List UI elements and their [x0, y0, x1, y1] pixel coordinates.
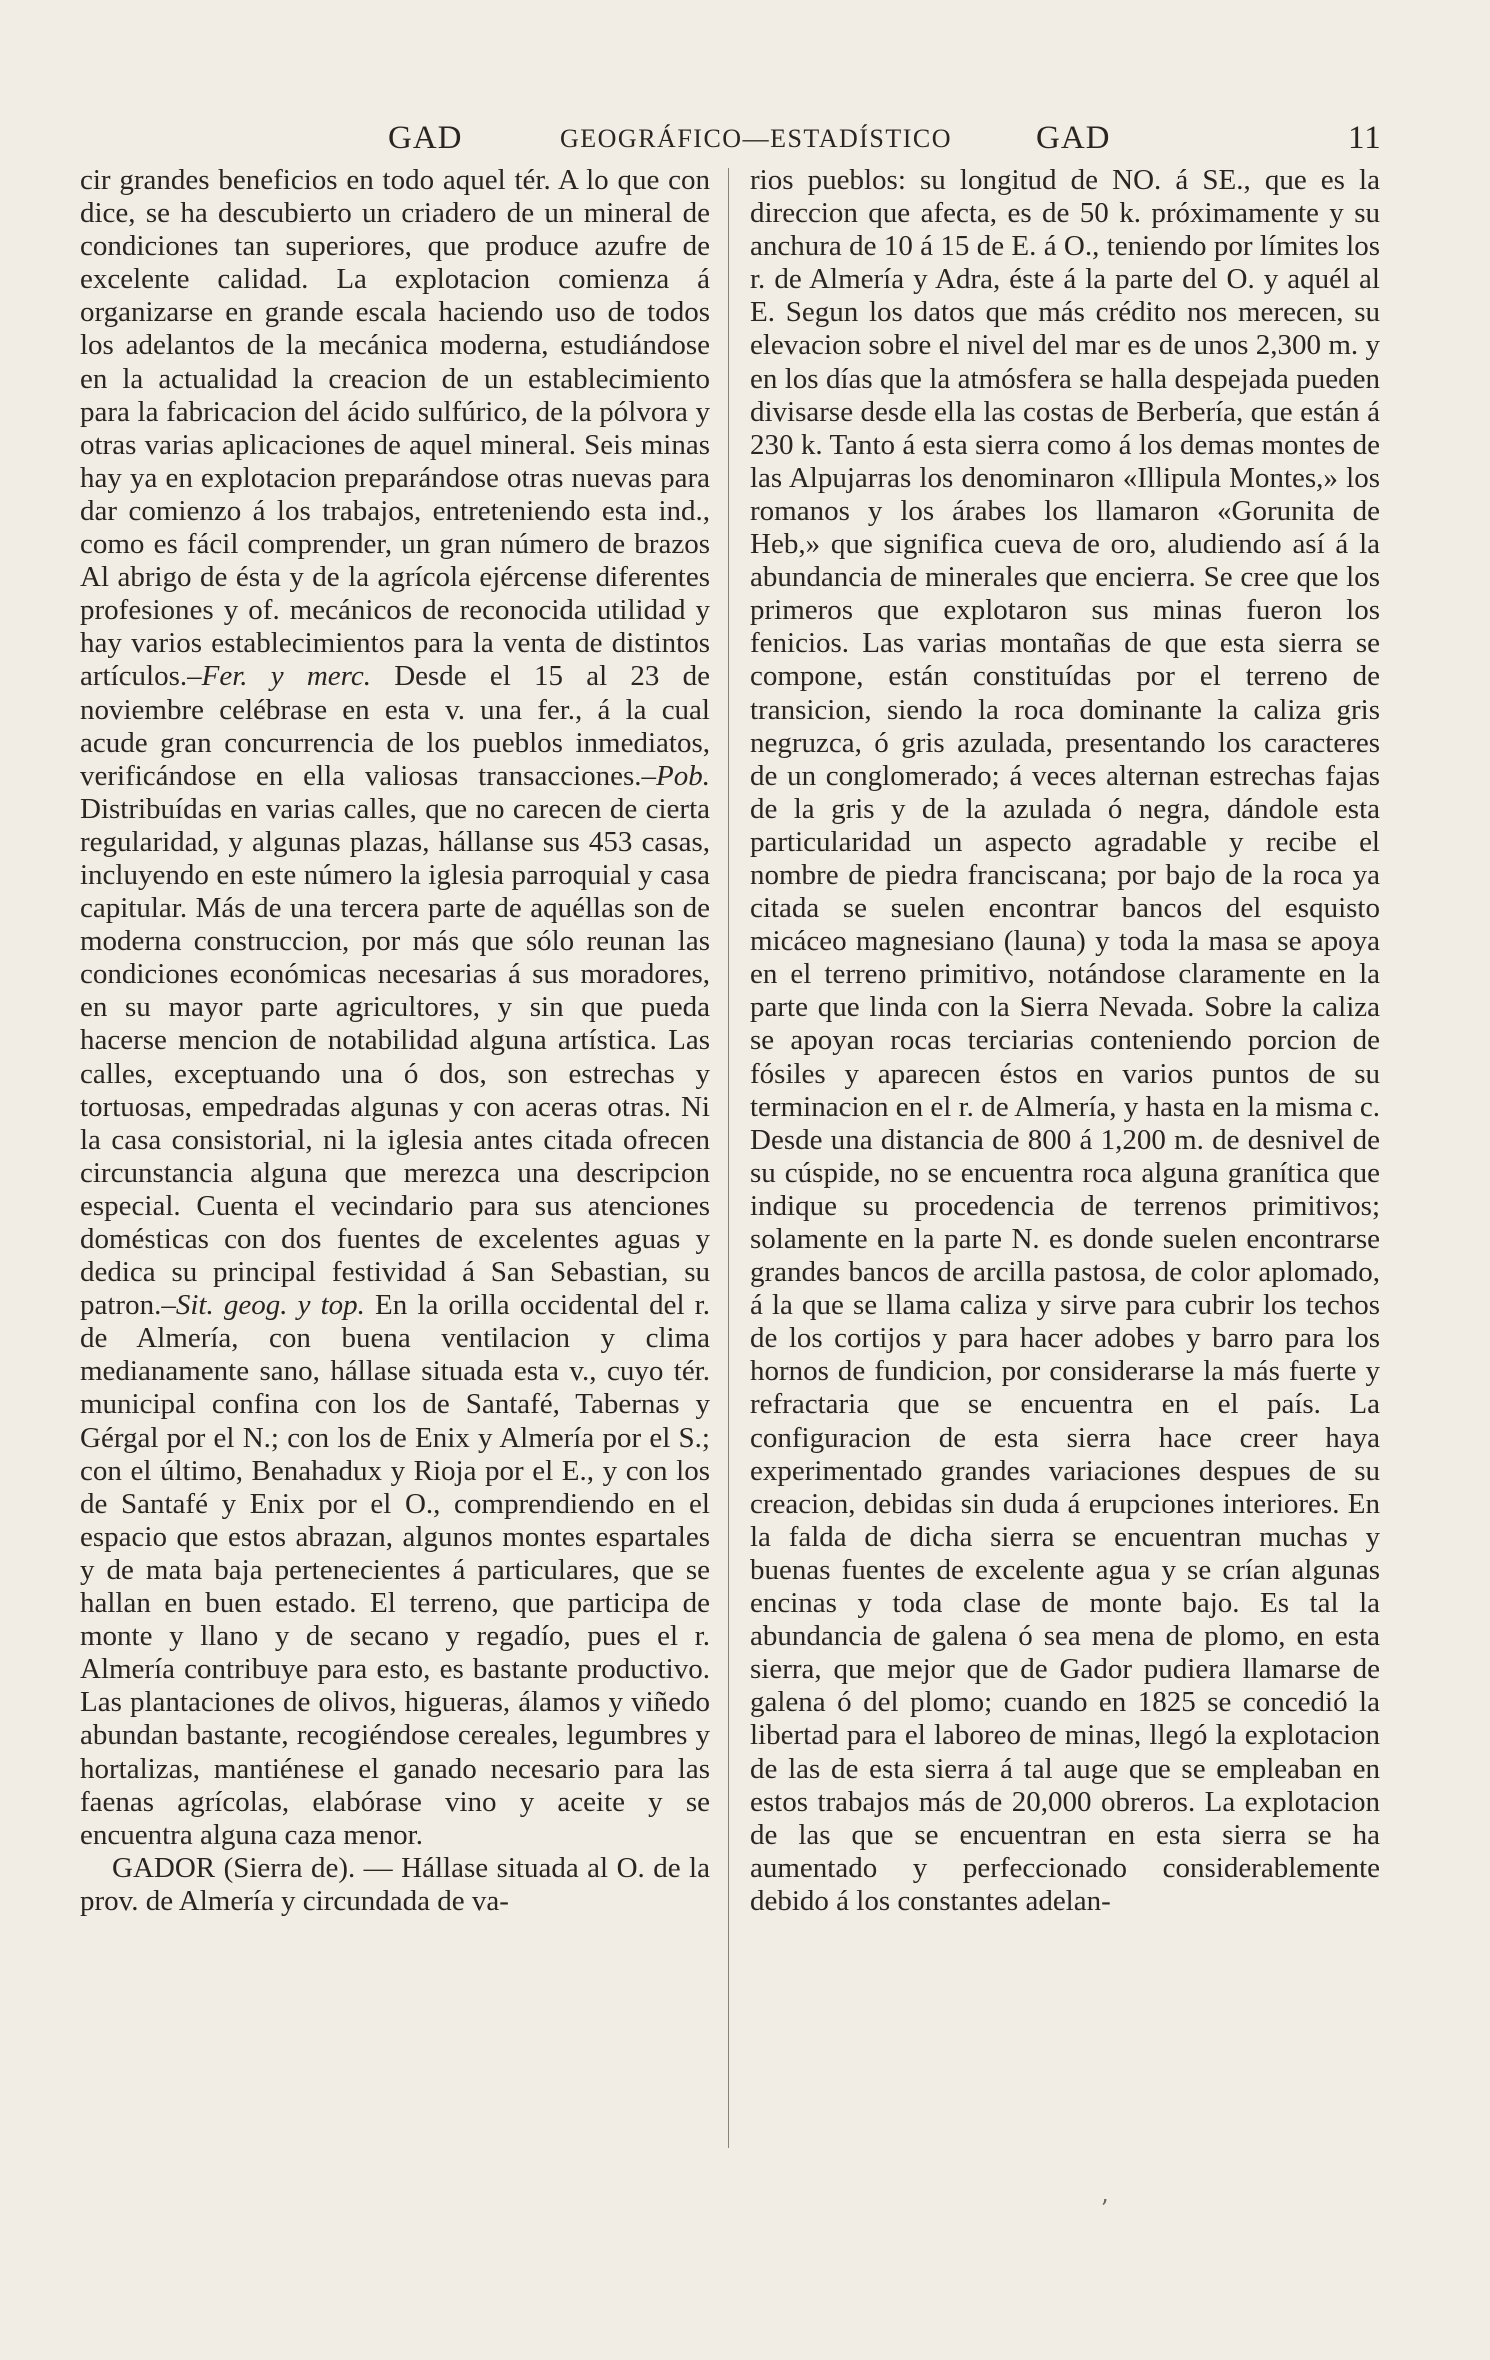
left-paragraph-gador: GADOR (Sierra de). — Hállase situada al O. de la prov. de Almería y circundada de va-	[80, 1851, 710, 1917]
left-italic-fer-merc: Fer. y merc.	[201, 660, 371, 693]
left-italic-pob: Pob.	[656, 759, 710, 792]
right-column	[750, 164, 1380, 1918]
left-text-b: Desde el 15 al 23 de noviembre celébrase en esta v. una fer., á la cual acude gran concurrencia de los pueblos inmediatos, verificándose en ella valiosas transacciones.–	[80, 660, 710, 792]
left-column	[80, 164, 710, 1918]
left-text-d: En la orilla occidental del r. de Almería, con buena ventilacion y clima medianamente sano, hállase situada esta v., cuyo tér. municipal confina con los de Santafé, Tabernas y Gérgal por el N.; con los de Enix y Almería por el S.; con el último, Benahadux y Rioja por el E., y con los de Santafé y Enix por el O., comprendiendo en el espacio que estos abrazan, algunos montes espartales y de mata baja pertenecientes á particulares, que se hallan en buen estado. El terreno, que participa de monte y llano y de secano y regadío, pues el r. Almería contribuye para esto, es bastante productivo. Las plantaciones de olivos, higueras, álamos y viñedo abundan bastante, recogiéndose cereales, legumbres y hortalizas, mantiénese el ganado necesario para las faenas agrícolas, elabórase vino y aceite y se encuentra alguna caza menor.	[80, 1289, 710, 1851]
header-left-word: GAD	[388, 120, 463, 156]
left-italic-sit-geog: Sit. geog. y top.	[175, 1289, 365, 1322]
page-number: 11	[1348, 120, 1382, 156]
left-text-a: cir grandes beneficios en todo aquel tér. A lo que con dice, se ha descubierto un criadero de un mineral de condiciones tan superiores, que produce azufre de excelente calidad. La explotacion comienza á organizarse en grande escala haciendo uso de todos los adelantos de la mecánica moderna, estudiándose en la actualidad la creacion de un establecimiento para la fabricacion del ácido sulfúrico, de la pólvora y otras varias aplicaciones de aquel mineral. Seis minas hay ya en explotacion preparándose otras nuevas para dar comienzo á los trabajos, entreteniendo esta ind., como es fácil comprender, un gran número de brazos Al abrigo de ésta y de la agrícola ejércense diferentes profesiones y of. mecánicos de reconocida utilidad y hay varios establecimientos para la venta de distintos artículos.–	[80, 164, 710, 693]
footer-mark: ʼ	[1100, 2195, 1108, 2223]
header-center-title: GEOGRÁFICO—ESTADÍSTICO	[560, 124, 953, 153]
left-paragraph-1	[80, 164, 710, 1852]
right-paragraph-1: rios pueblos: su longitud de NO. á SE., que es la direccion que afecta, es de 50 k. próximamente y su anchura de 10 á 15 de E. á O., teniendo por límites los r. de Almería y Adra, éste á la parte del O. y aquél al E. Segun los datos que más crédito nos merecen, su elevacion sobre el nivel del mar es de unos 2,300 m. y en los días que la atmósfera se halla despejada pueden divisarse desde ella las costas de Berbería, que están á 230 k. Tanto á esta sierra como á los demas montes de las Alpujarras los denominaron «Illipula Montes,» los romanos y los árabes los llamaron «Gorunita de Heb,» que significa cueva de oro, aludiendo así á la abundancia de minerales que encierra. Se cree que los primeros que explotaron sus minas fueron los fenicios. Las varias montañas de que esta sierra se compone, están constituídas por el terreno de transicion, siendo la roca dominante la caliza gris negruzca, ó gris azulada, presentando los caracteres de un conglomerado; á veces alternan estrechas fajas de la gris y de la azulada ó negra, dándole esta particularidad un aspecto agradable y recibe el nombre de piedra franciscana; por bajo de la roca ya citada se suelen encontrar bancos del esquisto micáceo magnesiano (launa) y toda la masa se apoya en el terreno primitivo, notándose claramente en la parte que linda con la Sierra Nevada. Sobre la caliza se apoyan rocas terciarias conteniendo porcion de fósiles y aparecen éstos en varios puntos de su terminacion en el r. de Almería, y hasta en la misma c. Desde una distancia de 800 á 1,200 m. de desnivel de su cúspide, no se encuentra roca alguna granítica que indique su procedencia de terrenos primitivos; solamente en la parte N. es donde suelen encontrarse grandes bancos de arcilla pastosa, de color aplomado, á la que se llama caliza y sirve para cubrir los techos de los cortijos y para hacer adobes y barro para los hornos de fundicion, por considerarse la más fuerte y refractaria que se encuentra en el país. La configuracion de esta sierra hace creer haya experimentado grandes variaciones despues de su creacion, debidas sin duda á erupciones interiores. En la falda de dicha sierra se encuentran muchas y buenas fuentes de excelente agua y se crían algunas encinas y toda clase de monte bajo. Es tal la abundancia de galena ó sea mena de plomo, en esta sierra, que mejor que de Gador pudiera llamarse de galena ó del plomo; cuando en 1825 se concedió la libertad para el laboreo de minas, llegó la explotacion de las de esta sierra á tal auge que se empleaban en estos trabajos más de 20,000 obreros. La explotacion de las que se encuentran en esta sierra se ha aumentado y perfeccionado considerablemente debido á los constantes adelan-	[750, 164, 1380, 1917]
running-head	[80, 120, 1380, 160]
header-right-word: GAD	[1036, 120, 1111, 156]
column-divider	[728, 168, 729, 2148]
left-text-c: Distribuídas en varias calles, que no carecen de cierta regularidad, y algunas plazas, hállanse sus 453 casas, incluyendo en este número la iglesia parroquial y casa capitular. Más de una tercera parte de aquéllas son de moderna construccion, por más que sólo reunan las condiciones económicas necesarias á sus moradores, en su mayor parte agricultores, y sin que pueda hacerse mencion de notabilidad alguna artística. Las calles, exceptuando una ó dos, son estrechas y tortuosas, empedradas algunas y con aceras otras. Ni la casa consistorial, ni la iglesia antes citada ofrecen circunstancia alguna que merezca una descripcion especial. Cuenta el vecindario para sus atenciones domésticas con dos fuentes de excelentes aguas y dedica su principal festividad á San Sebastian, su patron.–	[80, 792, 710, 1322]
